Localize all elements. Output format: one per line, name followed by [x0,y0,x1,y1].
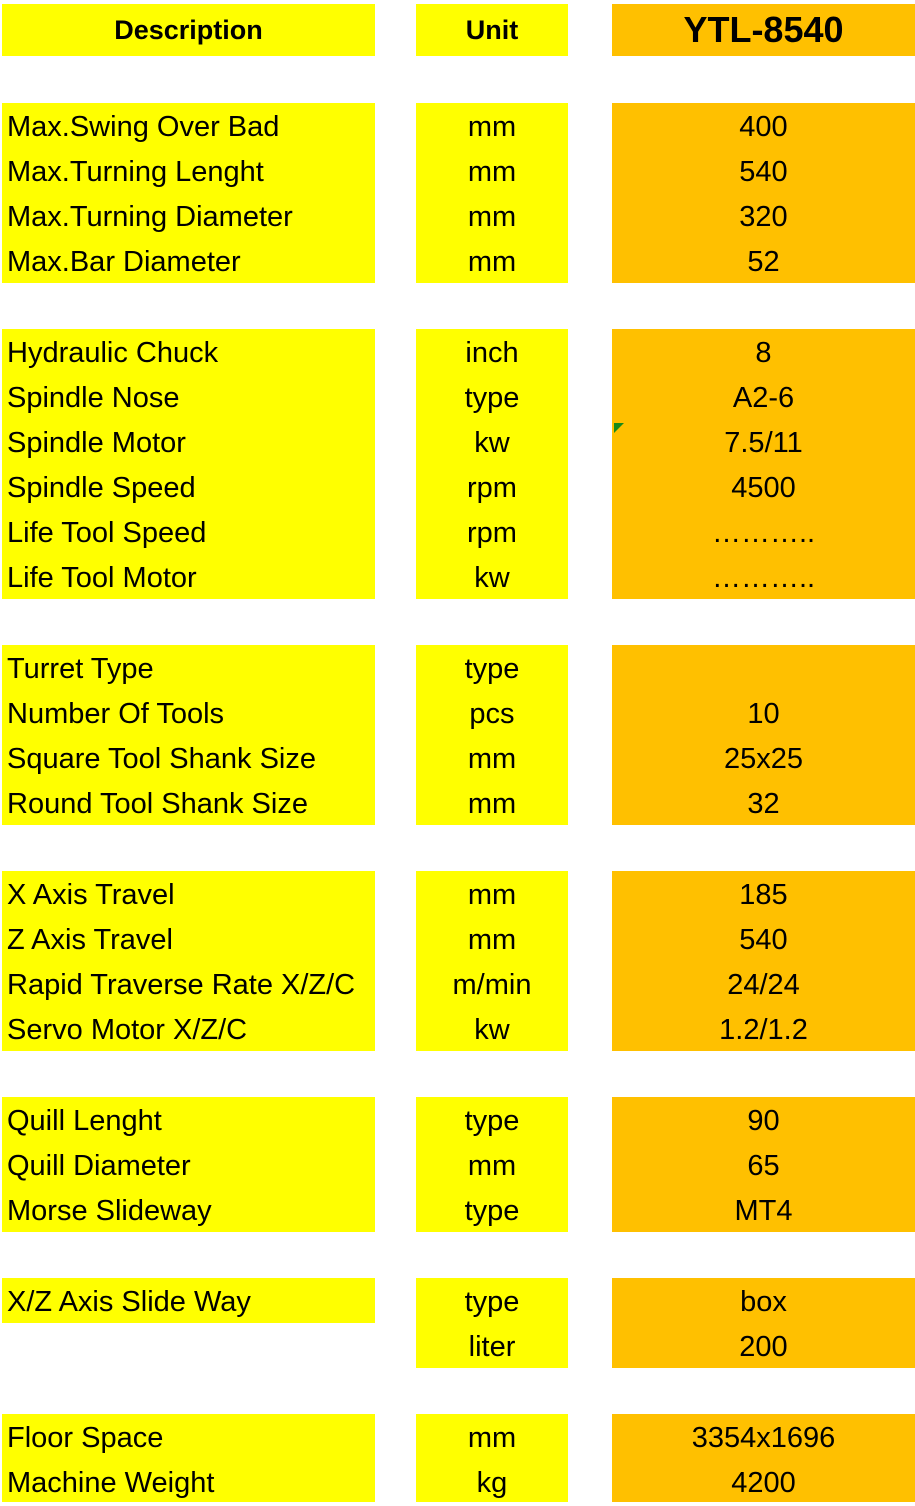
spec-unit: mm [467,924,517,956]
spec-description: Morse Slideway [7,1195,212,1227]
spec-value: 7.5/11 [724,427,803,459]
spec-unit: rpm [467,517,517,549]
spec-value: 4500 [731,472,796,504]
spec-value: 185 [739,879,788,911]
spec-description: Machine Weight [7,1467,215,1499]
spec-value: 400 [739,111,788,143]
spec-description: Hydraulic Chuck [7,337,219,369]
spec-unit: pcs [469,698,515,730]
spec-description: Spindle Speed [7,472,196,504]
spec-description: Quill Lenght [7,1105,162,1137]
spec-unit: inch [465,337,519,369]
spec-value: 32 [747,788,780,820]
spec-description: Servo Motor X/Z/C [7,1014,248,1046]
spec-unit: mm [467,788,517,820]
spec-description: Life Tool Speed [7,517,207,549]
spec-description: Spindle Nose [7,382,180,414]
spec-unit: type [464,1195,520,1227]
spec-unit: mm [467,743,517,775]
spec-value [612,647,915,692]
spec-value: 8 [755,337,772,369]
spec-description: Life Tool Motor [7,562,197,594]
spec-value: 65 [747,1150,780,1182]
spec-unit: liter [468,1331,516,1363]
spec-value: MT4 [734,1195,793,1227]
spec-value: ……….. [711,562,816,594]
spec-value: 10 [747,698,780,730]
spec-unit: mm [467,156,517,188]
spec-value: 4200 [731,1467,796,1499]
spec-unit: rpm [467,472,517,504]
header-description: Description [2,4,375,56]
spec-description: X/Z Axis Slide Way [7,1286,251,1318]
spec-description: Max.Turning Diameter [7,201,293,233]
spec-value: 24/24 [727,969,800,1001]
spec-unit: kw [474,427,510,459]
spec-value: ……….. [711,517,816,549]
spec-unit: kw [474,1014,510,1046]
header-unit: Unit [416,4,568,56]
spec-unit: mm [467,1422,517,1454]
spec-description: Z Axis Travel [7,924,173,956]
spec-value: A2-6 [732,382,795,414]
spec-description: Number Of Tools [7,698,225,730]
spec-unit: type [464,382,520,414]
spec-value: 540 [739,924,788,956]
spec-value: 540 [739,156,788,188]
spec-description [7,1325,377,1370]
spec-value: 200 [739,1331,788,1363]
spec-unit: mm [467,111,517,143]
spec-description: Max.Swing Over Bad [7,111,280,143]
spec-description: Rapid Traverse Rate X/Z/C [7,969,356,1001]
spec-description: Floor Space [7,1422,164,1454]
spec-value: 3354x1696 [691,1422,836,1454]
spec-unit: mm [467,1150,517,1182]
spec-value: box [740,1286,787,1318]
spec-value: 25x25 [723,743,803,775]
spec-unit: mm [467,246,517,278]
spec-unit: type [464,653,520,685]
spec-unit: mm [467,879,517,911]
spec-value: 52 [747,246,780,278]
spec-description: Quill Diameter [7,1150,191,1182]
spec-unit: type [464,1286,520,1318]
spec-description: Max.Bar Diameter [7,246,241,278]
spec-description: Max.Turning Lenght [7,156,264,188]
spec-description: Spindle Motor [7,427,186,459]
spec-unit: mm [467,201,517,233]
spec-description: Turret Type [7,653,154,685]
header-model: YTL-8540 [612,4,915,56]
spec-unit: kw [474,562,510,594]
spec-unit: type [464,1105,520,1137]
spec-value: 320 [739,201,788,233]
spec-description: Square Tool Shank Size [7,743,317,775]
spec-unit: m/min [452,969,532,1001]
spec-value: 1.2/1.2 [719,1014,808,1046]
spec-value: 90 [747,1105,780,1137]
spec-description: Round Tool Shank Size [7,788,308,820]
spec-unit: kg [476,1467,508,1499]
spec-description: X Axis Travel [7,879,175,911]
